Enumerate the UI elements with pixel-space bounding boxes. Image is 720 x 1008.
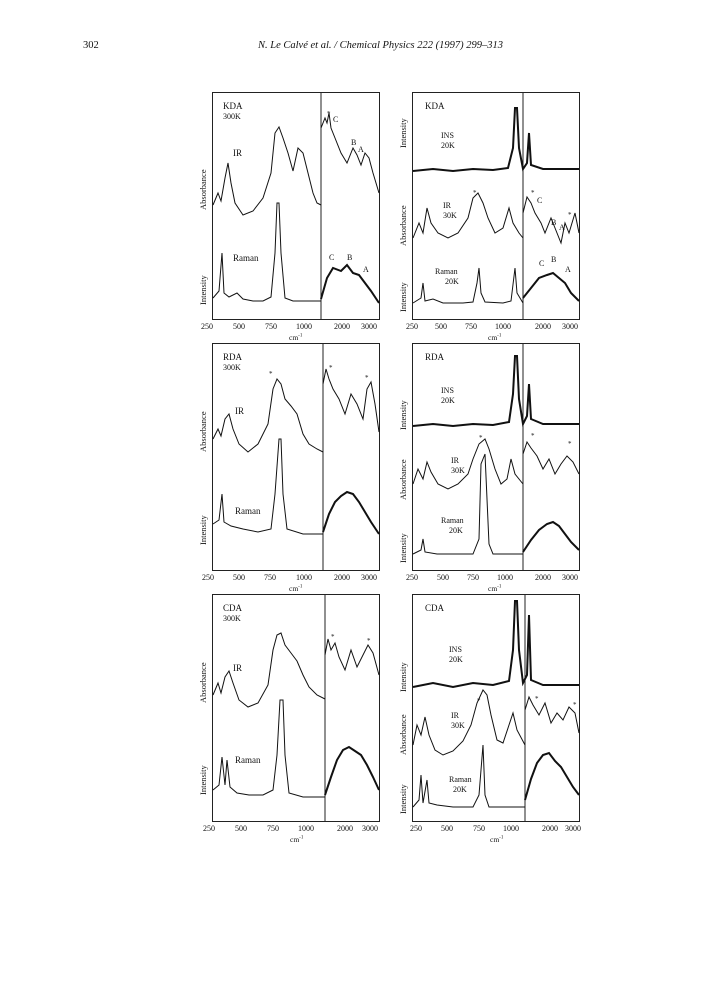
x-tick: 1000 (298, 824, 314, 833)
spectrum-plot (213, 93, 379, 319)
y-axis-label: Intensity (398, 533, 408, 563)
band-label-c: C (537, 196, 543, 205)
spectrum-plot (413, 93, 579, 319)
x-tick: 2000 (334, 573, 350, 582)
raman-spectrum-high (321, 265, 379, 303)
figure-panel-cda-300k: CDA 300K IR Raman * * (212, 594, 380, 822)
raman-spectrum-low (413, 268, 523, 303)
raman-spectrum-high (323, 492, 379, 534)
x-tick: 3000 (562, 573, 578, 582)
x-tick: 500 (235, 824, 247, 833)
x-tick: 2000 (535, 573, 551, 582)
y-axis-label: Intensity (398, 784, 408, 814)
ins-label: INS (441, 131, 454, 140)
band-label-c: C (333, 115, 339, 124)
spectrum-plot (213, 344, 379, 570)
ins-spectrum (413, 108, 579, 171)
band-label-b: B (551, 218, 557, 227)
band-label-b: B (551, 255, 557, 264)
x-tick: 1000 (495, 322, 511, 331)
raman-label: Raman (235, 506, 261, 516)
y-axis-label: Absorbance (198, 169, 208, 210)
x-tick: 250 (410, 824, 422, 833)
temperature-label: 20K (449, 526, 463, 535)
temperature-label: 30K (451, 721, 465, 730)
temperature-label: 300K (223, 363, 241, 372)
y-axis-label: Intensity (198, 275, 208, 305)
x-tick: 500 (437, 573, 449, 582)
y-axis-label: Intensity (398, 118, 408, 148)
ins-label: INS (441, 386, 454, 395)
x-axis-unit: $cm^{-1}$ (289, 584, 303, 593)
y-axis-label: Intensity (198, 515, 208, 545)
temperature-label: 300K (223, 614, 241, 623)
x-tick: 500 (441, 824, 453, 833)
band-label-a: A (363, 265, 369, 274)
ir-label: IR (451, 711, 459, 720)
temperature-label: 30K (451, 466, 465, 475)
x-tick: 2000 (542, 824, 558, 833)
compound-label: CDA (425, 603, 445, 613)
raman-spectrum-high (525, 753, 579, 800)
x-tick: 250 (202, 573, 214, 582)
figure-panel-rda-300k: RDA 300K IR Raman * * * (212, 343, 380, 571)
raman-label: Raman (235, 755, 261, 765)
x-axis-unit: $cm^{-1}$ (488, 584, 502, 593)
band-label-b: B (351, 138, 357, 147)
figure-panel-rda-low-temp: RDA INS 20K IR 30K Raman 20K * * * (412, 343, 580, 571)
ir-spectrum-high (525, 697, 579, 733)
x-tick: 250 (201, 322, 213, 331)
y-axis-label: Intensity (398, 662, 408, 692)
x-tick: 1000 (497, 573, 513, 582)
x-tick: 750 (267, 824, 279, 833)
ir-spectrum-low (413, 193, 523, 238)
y-axis-label: Intensity (398, 282, 408, 312)
band-label-c: C (329, 253, 335, 262)
band-label-a: A (559, 223, 565, 232)
x-tick: 3000 (562, 322, 578, 331)
ir-label: IR (235, 406, 244, 416)
x-tick: 2000 (334, 322, 350, 331)
band-label-c: C (539, 259, 545, 268)
raman-spectrum-low (213, 439, 323, 534)
compound-label: RDA (425, 352, 445, 362)
raman-spectrum-low (213, 203, 321, 301)
raman-label: Raman (449, 775, 472, 784)
x-tick: 750 (265, 322, 277, 331)
band-label-b: B (347, 253, 353, 262)
raman-spectrum-high (523, 522, 579, 552)
ir-spectrum-low (213, 633, 325, 707)
page-number: 302 (83, 40, 99, 51)
raman-label: Raman (233, 253, 259, 263)
ir-label: IR (233, 663, 242, 673)
x-tick: 500 (233, 573, 245, 582)
raman-spectrum-high (523, 273, 579, 301)
temperature-label: 20K (445, 277, 459, 286)
x-tick: 250 (406, 573, 418, 582)
figure-panel-kda-low-temp: KDA INS 20K IR 30K Raman 20K * * * C B A C B A (412, 92, 580, 320)
ir-spectrum-low (413, 439, 523, 489)
temperature-label: 20K (453, 785, 467, 794)
ins-label: INS (449, 645, 462, 654)
ir-spectrum-high (321, 113, 379, 193)
ins-spectrum (413, 601, 579, 687)
ir-spectrum-high (323, 369, 379, 432)
x-tick: 1000 (503, 824, 519, 833)
y-axis-label: Absorbance (398, 205, 408, 246)
y-axis-label: Absorbance (398, 459, 408, 500)
figure-panel-kda-300k: KDA 300K IR Raman * C B A C B A (212, 92, 380, 320)
x-tick: 250 (406, 322, 418, 331)
x-tick: 2000 (535, 322, 551, 331)
x-tick: 2000 (337, 824, 353, 833)
band-label-a: A (358, 145, 364, 154)
compound-label: KDA (223, 101, 243, 111)
x-tick: 750 (473, 824, 485, 833)
temperature-label: 300K (223, 112, 241, 121)
y-axis-label: Intensity (198, 765, 208, 795)
y-axis-label: Absorbance (198, 411, 208, 452)
x-tick: 3000 (362, 824, 378, 833)
x-tick: 3000 (361, 573, 377, 582)
compound-label: KDA (425, 101, 445, 111)
x-tick: 750 (467, 573, 479, 582)
x-tick: 500 (435, 322, 447, 331)
raman-label: Raman (435, 267, 458, 276)
ins-spectrum (413, 356, 579, 426)
spectrum-plot (213, 595, 379, 821)
x-tick: 250 (203, 824, 215, 833)
temperature-label: 20K (441, 396, 455, 405)
ir-spectrum-low (213, 127, 321, 215)
compound-label: CDA (223, 603, 243, 613)
y-axis-label: Absorbance (398, 714, 408, 755)
x-tick: 750 (264, 573, 276, 582)
ir-spectrum-low (413, 690, 525, 755)
ir-spectrum-low (213, 379, 323, 452)
raman-spectrum-low (213, 700, 325, 797)
ir-label: IR (443, 201, 451, 210)
spectrum-plot (413, 595, 579, 821)
spectrum-plot (413, 344, 579, 570)
x-tick: 1000 (296, 322, 312, 331)
running-head: N. Le Calvé et al. / Chemical Physics 222 (1997) 299–313 (258, 40, 503, 51)
compound-label: RDA (223, 352, 243, 362)
x-axis-unit: $cm^{-1}$ (290, 835, 304, 844)
ir-label: IR (451, 456, 459, 465)
y-axis-label: Absorbance (198, 662, 208, 703)
x-tick: 3000 (361, 322, 377, 331)
raman-label: Raman (441, 516, 464, 525)
figure-panel-cda-low-temp: CDA INS 20K IR 30K Raman 20K * * * (412, 594, 580, 822)
ir-label: IR (233, 148, 242, 158)
x-axis-unit: $cm^{-1}$ (289, 333, 303, 342)
band-label-a: A (565, 265, 571, 274)
temperature-label: 20K (441, 141, 455, 150)
y-axis-label: Intensity (398, 400, 408, 430)
x-axis-unit: $cm^{-1}$ (490, 835, 504, 844)
x-tick: 500 (233, 322, 245, 331)
temperature-label: 20K (449, 655, 463, 664)
x-tick: 3000 (565, 824, 581, 833)
x-tick: 1000 (296, 573, 312, 582)
x-axis-unit: $cm^{-1}$ (488, 333, 502, 342)
temperature-label: 30K (443, 211, 457, 220)
raman-spectrum-high (325, 747, 379, 795)
x-tick: 750 (465, 322, 477, 331)
